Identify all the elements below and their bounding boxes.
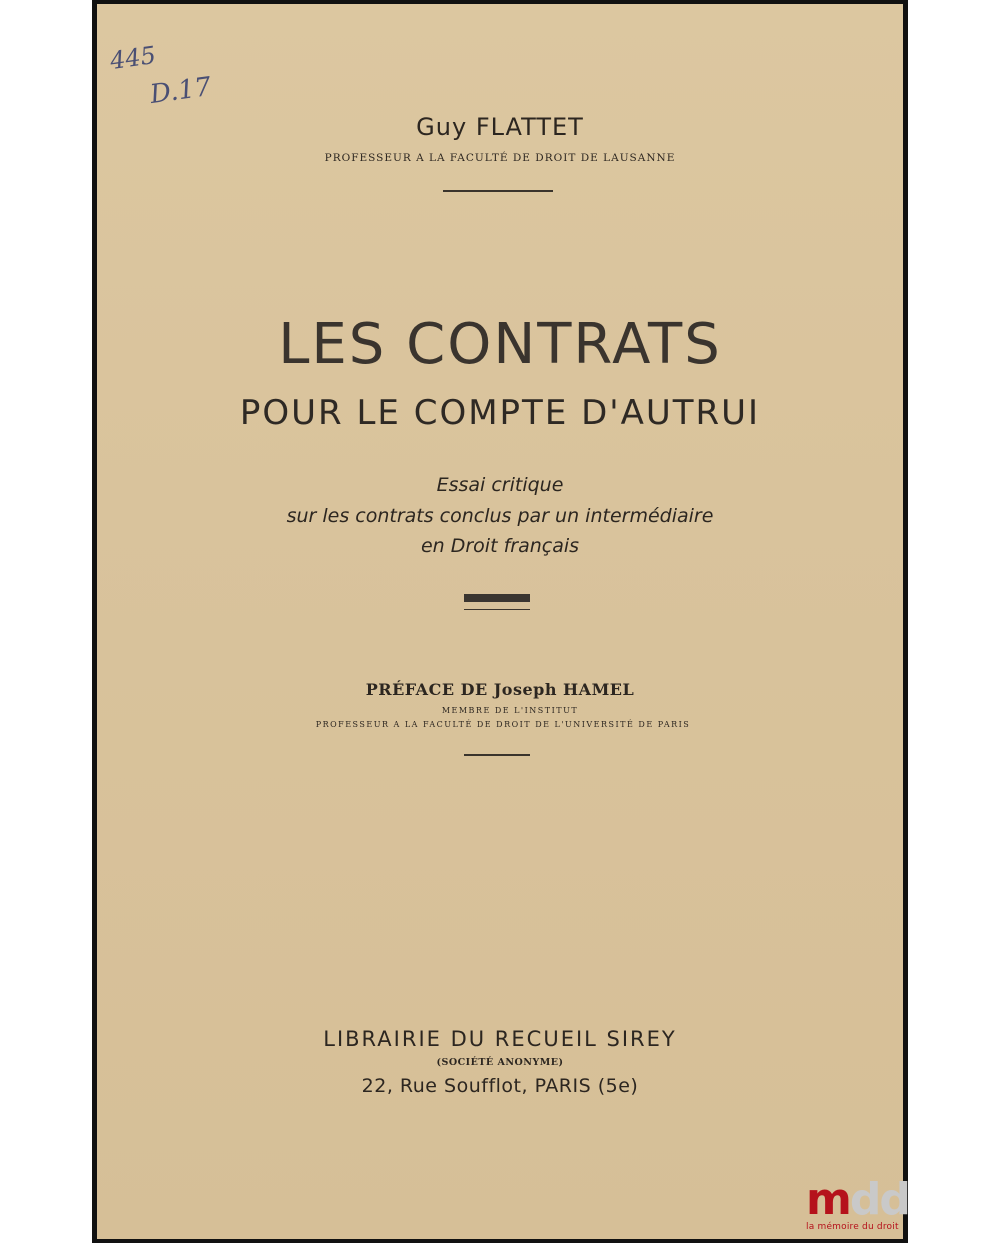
preface-line: PRÉFACE DE Joseph HAMEL <box>365 680 635 699</box>
publisher-name: LIBRAIRIE DU RECUEIL SIREY <box>323 1027 677 1051</box>
logo-tagline: la mémoire du droit <box>806 1222 899 1232</box>
ornament-bar <box>464 594 530 602</box>
author-name: Guy FLATTET <box>416 113 584 141</box>
publisher-type: (SOCIÉTÉ ANONYME) <box>436 1057 564 1068</box>
handwritten-annotation-2: D.17 <box>148 71 214 111</box>
divider-rule-2 <box>464 754 530 756</box>
publisher-address: 22, Rue Soufflot, PARIS (5e) <box>361 1075 639 1097</box>
preface-role-2: PROFESSEUR A LA FACULTÉ DE DROIT DE L'UNIVERSITÉ DE PARIS <box>315 720 691 729</box>
subtitle-line-3: en Droit français <box>420 535 580 557</box>
handwritten-annotation-1: 445 <box>108 40 158 76</box>
book-title-sub: POUR LE COMPTE D'AUTRUI <box>239 393 761 433</box>
divider-rule <box>443 190 553 192</box>
subtitle-line-1: Essai critique <box>436 474 564 496</box>
subtitle-line-2: sur les contrats conclus par un intermédiaire <box>286 505 714 527</box>
mdd-logo: mdd la mémoire du droit <box>806 1174 909 1232</box>
ornament-underline <box>464 609 530 610</box>
author-affiliation: PROFESSEUR A LA FACULTÉ DE DROIT DE LAUSANNE <box>324 152 676 164</box>
preface-role-1: MEMBRE DE L'INSTITUT <box>441 706 579 715</box>
book-title: LES CONTRATS <box>278 312 722 377</box>
